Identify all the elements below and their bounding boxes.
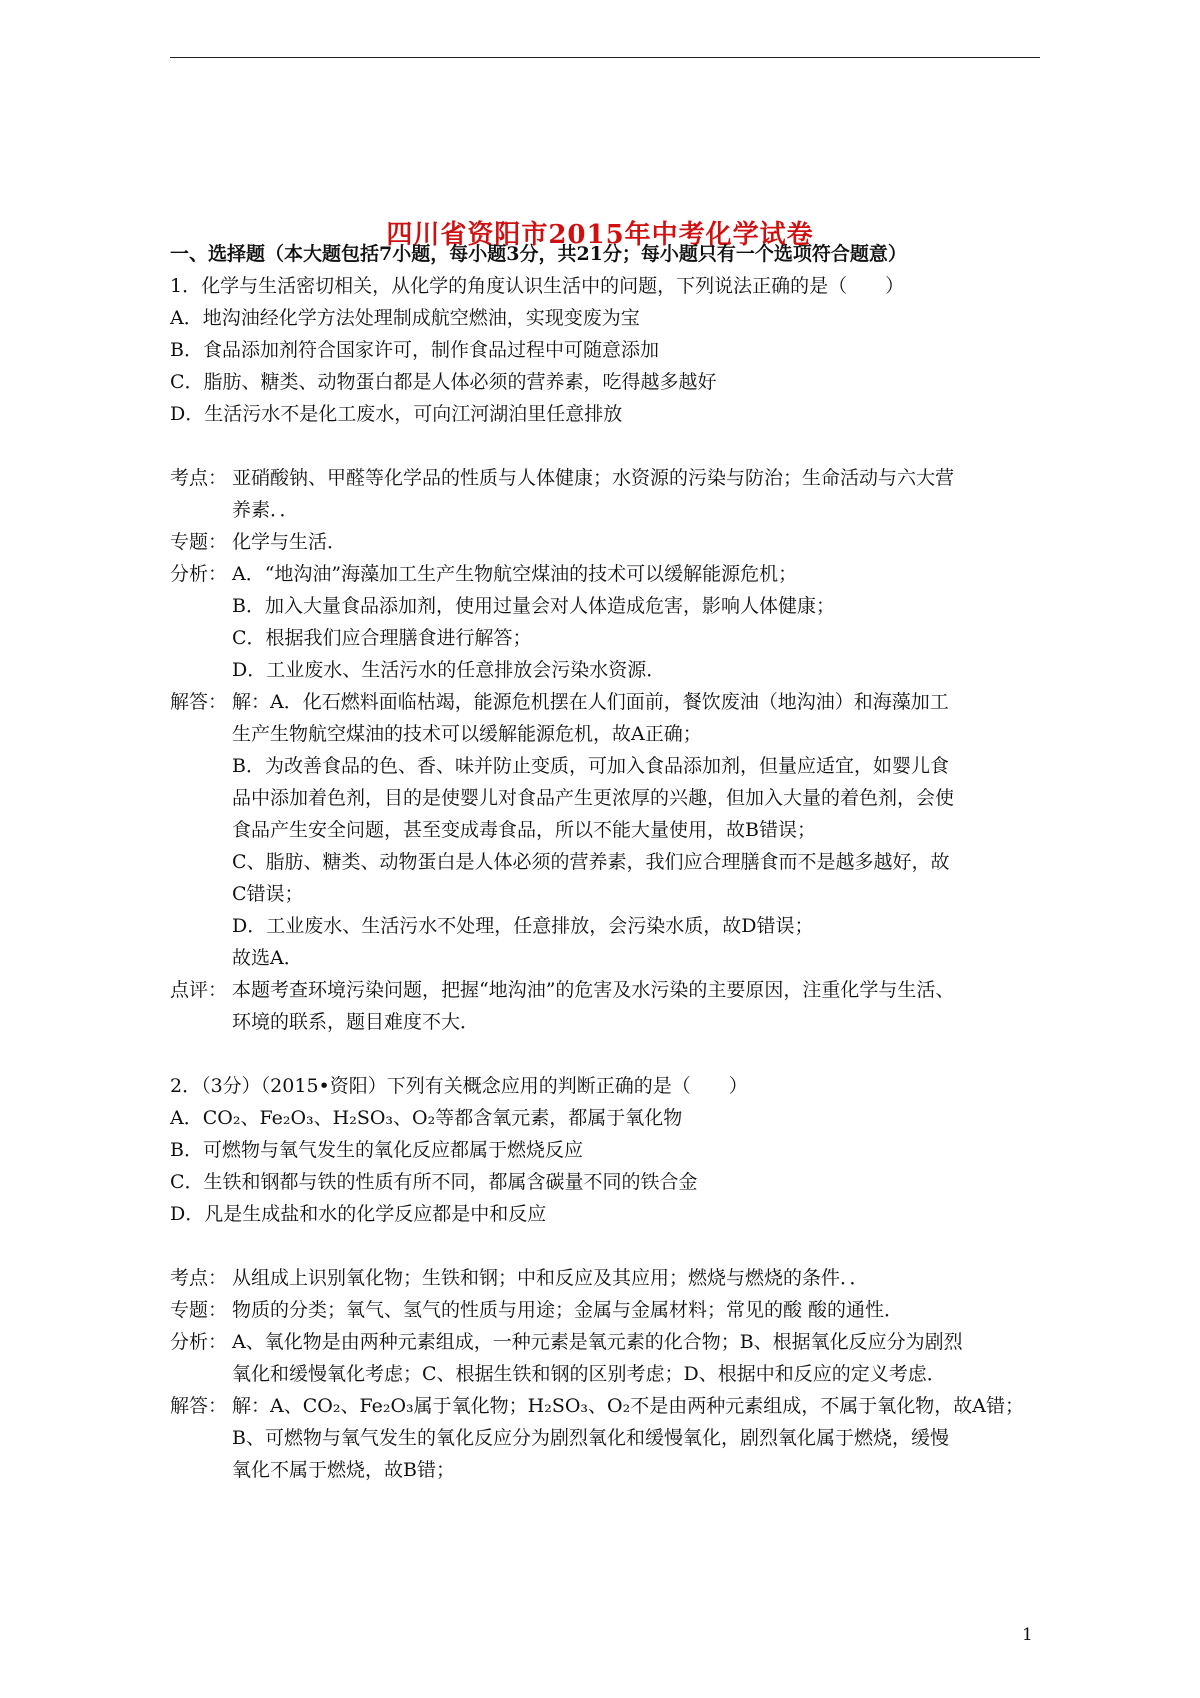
fenxi-line: B．加入大量食品添加剂，使用过量会对人体造成危害，影响人体健康； <box>232 595 835 617</box>
kaodian-line: 养素．． <box>232 499 299 521</box>
kaodian-label: 考点： <box>170 1267 228 1289</box>
question-stem: 2．（3分）（2015•资阳）下列有关概念应用的判断正确的是（ ） <box>170 1075 748 1097</box>
jieda-block <box>170 1390 1040 1486</box>
jieda-line: B．为改善食品的色、香、味并防止变质，可加入食品添加剂，但量应适宜，如婴儿食 <box>232 755 949 777</box>
dianping-line: 本题考查环境污染问题，把握“地沟油”的危害及水污染的主要原因，注重化学与生活、 <box>232 979 955 1001</box>
fenxi-line: A．“地沟油”海藻加工生产生物航空煤油的技术可以缓解能源危机； <box>232 563 798 585</box>
zhuanti-text: 化学与生活． <box>232 531 347 553</box>
jieda-block <box>170 686 1040 974</box>
zhuanti-block <box>170 526 1040 558</box>
question-stem: 1．化学与生活密切相关，从化学的角度认识生活中的问题，下列说法正确的是（ ） <box>170 275 905 297</box>
fenxi-block <box>170 1326 1040 1390</box>
document-body <box>170 238 1040 1486</box>
fenxi-line: 氧化和缓慢氧化考虑；C、根据生铁和钢的区别考虑；D、根据中和反应的定义考虑． <box>232 1363 946 1385</box>
question-2 <box>170 1070 1040 1486</box>
jieda-line: C、脂肪、糖类、动物蛋白是人体必须的营养素，我们应合理膳食而不是越多越好，故 <box>232 851 950 873</box>
option-a: A．CO₂、Fe₂O₃、H₂SO₃、O₂等都含氧元素，都属于氧化物 <box>170 1107 683 1129</box>
kaodian-line: 从组成上识别氧化物；生铁和钢；中和反应及其应用；燃烧与燃烧的条件．． <box>232 1267 869 1289</box>
dianping-line: 环境的联系，题目难度不大． <box>232 1011 480 1033</box>
zhuanti-label: 专题： <box>170 531 228 553</box>
jieda-line: 故选A． <box>232 947 303 969</box>
kaodian-label: 考点： <box>170 467 228 489</box>
page-number: 1 <box>1022 1625 1033 1645</box>
jieda-line: 生产生物航空煤油的技术可以缓解能源危机，故A正确； <box>232 723 702 745</box>
zhuanti-text: 物质的分类；氧气、氢气的性质与用途；金属与金属材料；常见的酸 酸的通性． <box>232 1299 904 1321</box>
option-a: A．地沟油经化学方法处理制成航空燃油，实现变废为宝 <box>170 307 640 329</box>
fenxi-block <box>170 558 1040 686</box>
fenxi-line: D．工业废水、生活污水的任意排放会污染水资源． <box>232 659 666 681</box>
question-1 <box>170 270 1040 1038</box>
jieda-line: C错误； <box>232 883 304 905</box>
zhuanti-label: 专题： <box>170 1299 228 1321</box>
kaodian-line: 亚硝酸钠、甲醛等化学品的性质与人体健康；水资源的污染与防治；生命活动与六大营 <box>232 467 955 489</box>
jieda-label: 解答： <box>170 691 228 713</box>
section-heading: 一、选择题（本大题包括7小题，每小题3分，共21分；每小题只有一个选项符合题意） <box>170 243 907 265</box>
jieda-line: D．工业废水、生活污水不处理，任意排放，会污染水质，故D错误； <box>232 915 814 937</box>
option-c: C．脂肪、糖类、动物蛋白都是人体必须的营养素，吃得越多越好 <box>170 371 717 393</box>
option-d: D．生活污水不是化工废水，可向江河湖泊里任意排放 <box>170 403 623 425</box>
jieda-line: B、可燃物与氧气发生的氧化反应分为剧烈氧化和缓慢氧化，剧烈氧化属于燃烧，缓慢 <box>232 1427 949 1449</box>
fenxi-label: 分析： <box>170 563 228 585</box>
zhuanti-block <box>170 1294 1040 1326</box>
jieda-line: 品中添加着色剂，目的是使婴儿对食品产生更浓厚的兴趣，但加入大量的着色剂，会使 <box>232 787 955 809</box>
option-b: B．食品添加剂符合国家许可，制作食品过程中可随意添加 <box>170 339 659 361</box>
header-rule <box>170 57 1040 58</box>
fenxi-line: A、氧化物是由两种元素组成，一种元素是氧元素的化合物；B、根据氧化反应分为剧烈 <box>232 1331 963 1353</box>
fenxi-line: C．根据我们应合理膳食进行解答； <box>232 627 532 649</box>
kaodian-block <box>170 462 1040 526</box>
dianping-label: 点评： <box>170 979 228 1001</box>
jieda-line: 氧化不属于燃烧，故B错； <box>232 1459 455 1481</box>
jieda-label: 解答： <box>170 1395 228 1417</box>
page-title: 四川省资阳市2015年中考化学试卷 <box>386 220 814 250</box>
jieda-line: 食品产生安全问题，甚至变成毒食品，所以不能大量使用，故B错误； <box>232 819 816 841</box>
option-c: C．生铁和钢都与铁的性质有所不同，都属含碳量不同的铁合金 <box>170 1171 698 1193</box>
option-b: B．可燃物与氧气发生的氧化反应都属于燃烧反应 <box>170 1139 583 1161</box>
fenxi-label: 分析： <box>170 1331 228 1353</box>
dianping-block <box>170 974 1040 1038</box>
jieda-line: 解：A．化石燃料面临枯竭，能源危机摆在人们面前，餐饮废油（地沟油）和海藻加工 <box>232 691 949 713</box>
jieda-line: 解：A、CO₂、Fe₂O₃属于氧化物；H₂SO₃、O₂不是由两种元素组成，不属于氧化物，故A错； <box>232 1395 1024 1417</box>
kaodian-block <box>170 1262 1040 1294</box>
option-d: D．凡是生成盐和水的化学反应都是中和反应 <box>170 1203 547 1225</box>
